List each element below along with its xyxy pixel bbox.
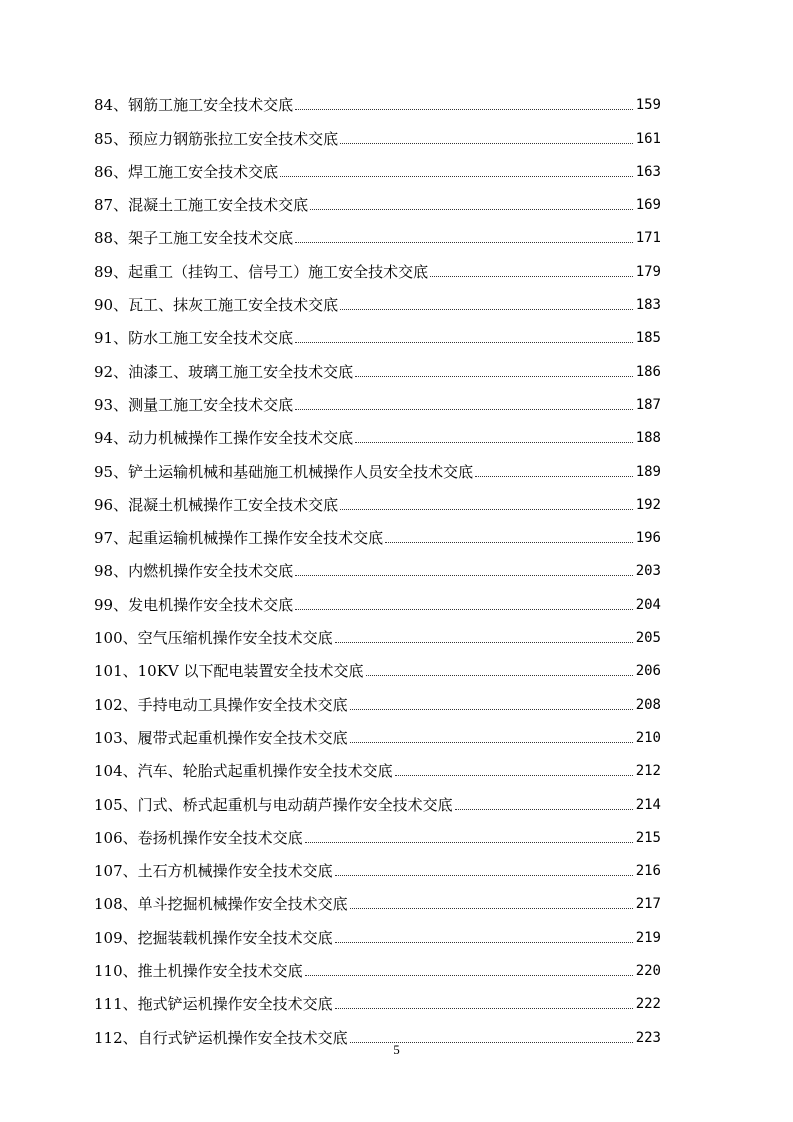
toc-entry[interactable] (94, 149, 661, 182)
toc-entry-page: 204 (635, 596, 661, 613)
toc-dot-leader (335, 1007, 633, 1009)
toc-entry-title: 86、焊工施工安全技术交底 (94, 162, 279, 181)
toc-entry-page: 188 (635, 430, 661, 447)
toc-dot-leader (350, 907, 633, 909)
toc-entry[interactable] (94, 448, 661, 481)
toc-entry-title: 89、起重工（挂钩工、信号工）施工安全技术交底 (94, 262, 429, 281)
toc-entry-page: 206 (635, 663, 661, 680)
toc-entry-page: 203 (635, 563, 661, 580)
toc-entry-title: 102、手持电动工具操作安全技术交底 (94, 695, 348, 714)
toc-entry[interactable] (94, 248, 661, 281)
toc-entry-page: 215 (635, 829, 661, 846)
toc-entry[interactable] (94, 815, 661, 848)
toc-entry[interactable] (94, 681, 661, 714)
toc-entry-page: 163 (635, 163, 661, 180)
toc-entry[interactable] (94, 881, 661, 914)
toc-entry-title: 99、发电机操作安全技术交底 (94, 595, 294, 614)
toc-entry[interactable] (94, 348, 661, 381)
toc-entry[interactable] (94, 781, 661, 814)
toc-dot-leader (280, 175, 633, 177)
toc-entry[interactable] (94, 282, 661, 315)
toc-entry[interactable] (94, 948, 661, 981)
toc-dot-leader (395, 774, 633, 776)
toc-dot-leader (295, 108, 633, 110)
toc-entry-title: 87、混凝土工施工安全技术交底 (94, 196, 309, 215)
toc-entry-title: 111、拖式铲运机操作安全技术交底 (94, 995, 333, 1014)
toc-entry[interactable] (94, 648, 661, 681)
toc-entry[interactable] (94, 215, 661, 248)
toc-entry-page: 210 (635, 729, 661, 746)
toc-dot-leader (295, 608, 633, 610)
toc-entry-title: 108、单斗挖掘机械操作安全技术交底 (94, 895, 348, 914)
toc-entry[interactable] (94, 715, 661, 748)
toc-dot-leader (295, 341, 633, 343)
toc-entry[interactable] (94, 581, 661, 614)
toc-entry-page: 223 (635, 1029, 661, 1046)
toc-dot-leader (295, 241, 633, 243)
toc-dot-leader (335, 641, 633, 643)
toc-entry-title: 91、防水工施工安全技术交底 (94, 329, 294, 348)
toc-entry[interactable] (94, 182, 661, 215)
toc-entry-title: 90、瓦工、抹灰工施工安全技术交底 (94, 296, 339, 315)
toc-entry-page: 169 (635, 197, 661, 214)
toc-entry-title: 107、土石方机械操作安全技术交底 (94, 862, 333, 881)
toc-dot-leader (335, 874, 633, 876)
toc-entry-title: 100、空气压缩机操作安全技术交底 (94, 629, 333, 648)
toc-entry[interactable] (94, 748, 661, 781)
toc-dot-leader (305, 974, 633, 976)
toc-entry-title: 104、汽车、轮胎式起重机操作安全技术交底 (94, 762, 393, 781)
toc-dot-leader (340, 142, 633, 144)
toc-entry-page: 159 (635, 97, 661, 114)
toc-dot-leader (310, 208, 633, 210)
toc-entry[interactable] (94, 848, 661, 881)
toc-entry-page: 216 (635, 863, 661, 880)
toc-entry-page: 161 (635, 130, 661, 147)
toc-entry-title: 84、钢筋工施工安全技术交底 (94, 96, 294, 115)
toc-entry-title: 105、门式、桥式起重机与电动葫芦操作安全技术交底 (94, 795, 453, 814)
toc-entry[interactable] (94, 914, 661, 947)
toc-dot-leader (340, 508, 633, 510)
toc-dot-leader (295, 574, 633, 576)
toc-entry-title: 95、铲土运输机械和基础施工机械操作人员安全技术交底 (94, 462, 474, 481)
page-number: 5 (393, 1042, 400, 1057)
toc-dot-leader (355, 441, 633, 443)
toc-entry-page: 187 (635, 396, 661, 413)
toc-entry-page: 205 (635, 630, 661, 647)
toc-entry-title: 98、内燃机操作安全技术交底 (94, 562, 294, 581)
toc-entry-page: 217 (635, 896, 661, 913)
toc-entry-page: 212 (635, 763, 661, 780)
toc-dot-leader (366, 674, 633, 676)
toc-entry-title: 96、混凝土机械操作工安全技术交底 (94, 495, 339, 514)
toc-entry-title: 106、卷扬机操作安全技术交底 (94, 828, 303, 847)
toc-entry[interactable] (94, 315, 661, 348)
toc-entry-page: 220 (635, 963, 661, 980)
toc-entry-title: 101、10KV 以下配电装置安全技术交底 (94, 662, 364, 681)
toc-entry[interactable] (94, 115, 661, 148)
toc-dot-leader (430, 275, 633, 277)
toc-entry-page: 214 (635, 796, 661, 813)
toc-entry-title: 94、动力机械操作工操作安全技术交底 (94, 429, 354, 448)
toc-dot-leader (385, 541, 633, 543)
toc-entry[interactable] (94, 382, 661, 415)
toc-dot-leader (455, 808, 633, 810)
toc-entry-page: 179 (635, 263, 661, 280)
toc-entry-title: 93、测量工施工安全技术交底 (94, 395, 294, 414)
table-of-contents (94, 82, 661, 1048)
toc-entry-title: 92、油漆工、玻璃工施工安全技术交底 (94, 362, 354, 381)
toc-entry[interactable] (94, 548, 661, 581)
toc-entry-page: 185 (635, 330, 661, 347)
toc-entry[interactable] (94, 615, 661, 648)
toc-entry-title: 88、架子工施工安全技术交底 (94, 229, 294, 248)
toc-entry-title: 97、起重运输机械操作工操作安全技术交底 (94, 529, 384, 548)
toc-entry-title: 112、自行式铲运机操作安全技术交底 (94, 1028, 348, 1047)
toc-entry-page: 171 (635, 230, 661, 247)
toc-dot-leader (295, 408, 633, 410)
toc-entry-page: 208 (635, 696, 661, 713)
toc-entry[interactable] (94, 482, 661, 515)
toc-entry-page: 183 (635, 297, 661, 314)
toc-entry-page: 192 (635, 496, 661, 513)
toc-dot-leader (475, 475, 633, 477)
toc-entry-page: 196 (635, 530, 661, 547)
toc-entry-title: 85、预应力钢筋张拉工安全技术交底 (94, 129, 339, 148)
toc-entry[interactable] (94, 415, 661, 448)
toc-dot-leader (355, 375, 633, 377)
toc-dot-leader (350, 708, 633, 710)
toc-dot-leader (305, 841, 633, 843)
toc-entry[interactable] (94, 515, 661, 548)
toc-entry-title: 109、挖掘装载机操作安全技术交底 (94, 928, 333, 947)
toc-entry-page: 219 (635, 929, 661, 946)
toc-entry-page: 189 (635, 463, 661, 480)
toc-entry-page: 222 (635, 996, 661, 1013)
toc-entry[interactable] (94, 82, 661, 115)
toc-dot-leader (350, 741, 633, 743)
toc-entry-title: 110、推土机操作安全技术交底 (94, 962, 303, 981)
toc-entry-page: 186 (635, 363, 661, 380)
toc-dot-leader (335, 941, 633, 943)
toc-entry-title: 103、履带式起重机操作安全技术交底 (94, 728, 348, 747)
toc-entry[interactable] (94, 981, 661, 1014)
toc-dot-leader (340, 308, 633, 310)
